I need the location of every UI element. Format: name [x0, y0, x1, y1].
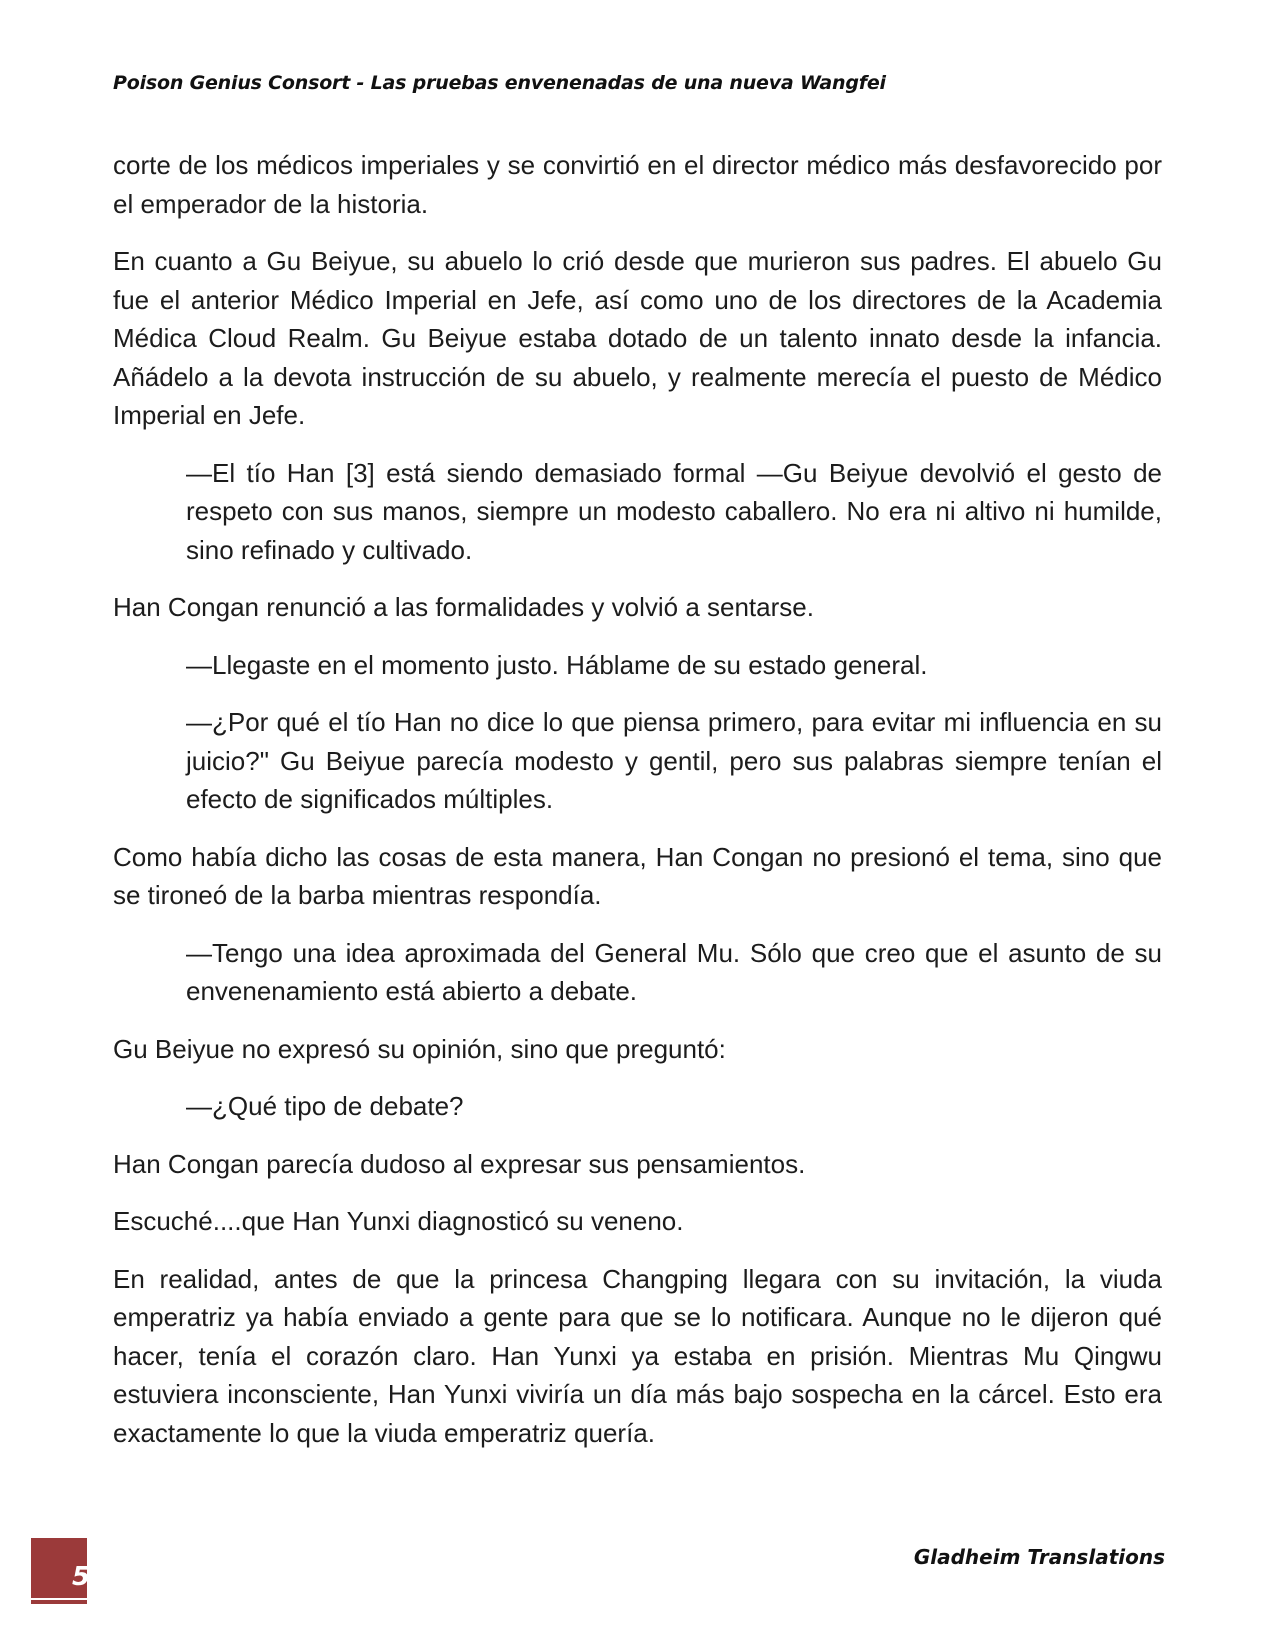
dialogue-paragraph: —El tío Han [3] está siendo demasiado formal —Gu Beiyue devolvió el gesto de respeto con sus manos, siempre un modesto caballero. No era ni altivo ni humilde, sino refinado y cultivado.: [186, 457, 1162, 565]
dialogue-paragraph: —¿Por qué el tío Han no dice lo que piensa primero, para evitar mi influencia en su juicio?" Gu Beiyue parecía modesto y gentil, pero sus palabras siempre tenían el efecto de significados múltiples.: [186, 707, 1162, 814]
translator-credit: Gladheim Translations: [913, 1545, 1165, 1569]
paragraph: Gu Beiyue no expresó su opinión, sino que preguntó:: [113, 1033, 726, 1064]
paragraph: Han Congan renunció a las formalidades y volvió a sentarse.: [113, 592, 814, 622]
footer-divider: [31, 1598, 87, 1600]
paragraph: En realidad, antes de que la princesa Changping llegara con su invitación, la viuda emperatriz ya había enviado a gente para que se lo notificara. Aunque no le dijeron qué hacer, tenía el corazón claro. Han Yunxi ya estaba en prisión. Mientras Mu Qingwu estuviera inconsciente, Han Yunxi viviría un día más bajo sospecha en la cárcel. Esto era exactamente lo que la viuda emperatriz quería.: [113, 1263, 1162, 1448]
paragraph: corte de los médicos imperiales y se convirtió en el director médico más desfavorecido por el emperador de la historia.: [113, 150, 1162, 219]
page-body: [113, 146, 1162, 1471]
dialogue-paragraph: —Tengo una idea aproximada del General Mu. Sólo que creo que el asunto de su envenenamiento está abierto a debate.: [186, 937, 1162, 1006]
page-number: 5: [72, 1562, 91, 1592]
paragraph: Como había dicho las cosas de esta manera, Han Congan no presionó el tema, sino que se tironeó de la barba mientras respondía.: [113, 841, 1162, 910]
dialogue-paragraph: —Llegaste en el momento justo. Háblame de su estado general.: [186, 649, 928, 680]
paragraph: Escuché....que Han Yunxi diagnosticó su veneno.: [113, 1206, 684, 1236]
paragraph: En cuanto a Gu Beiyue, su abuelo lo crió desde que murieron sus padres. El abuelo Gu fue el anterior Médico Imperial en Jefe, así como uno de los directores de la Academia Médica Cloud Realm. Gu Beiyue estaba dotado de un talento innato desde la infancia. Añádelo a la devota instrucción de su abuelo, y realmente merecía el puesto de Médico Imperial en Jefe.: [113, 246, 1162, 430]
paragraph: Han Congan parecía dudoso al expresar sus pensamientos.: [113, 1148, 806, 1179]
page-header-title: Poison Genius Consort - Las pruebas envenenadas de una nueva Wangfei: [113, 72, 886, 94]
dialogue-paragraph: —¿Qué tipo de debate?: [186, 1091, 464, 1121]
